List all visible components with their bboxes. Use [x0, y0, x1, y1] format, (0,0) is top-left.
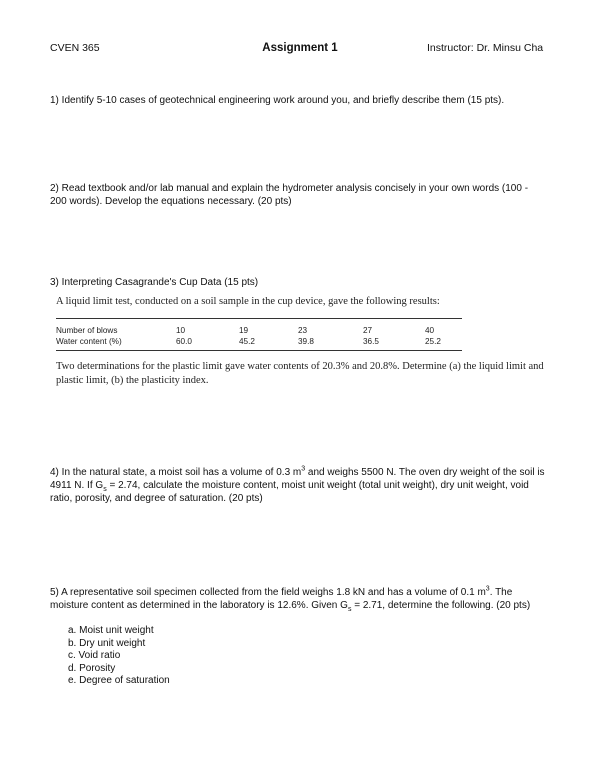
table-cell: 60.0 [176, 337, 192, 346]
question-2: 2) Read textbook and/or lab manual and explain the hydrometer analysis concisely in your own words (100 - 200 words). Develop the equations necessary. (20 pts) [50, 183, 529, 207]
table-cell: 25.2 [425, 337, 441, 346]
table-cell: 23 [298, 326, 308, 335]
list-item: b. Dry unit weight [68, 637, 146, 649]
q5-superscript: 3 [485, 585, 490, 593]
q5-text-1: 5) A representative soil specimen collected from the field weighs 1.8 kN and has a volume of 0.1 m [50, 587, 486, 598]
question-4 [50, 466, 550, 505]
table-row [56, 336, 465, 347]
q4-text-2: and weighs 5500 N. The oven dry weight of the soil is 4911 N. If G [50, 467, 545, 491]
question-3-heading: 3) Interpreting Casagrande's Cup Data (15 pts) [50, 277, 259, 288]
q4-subscript: s [103, 486, 107, 493]
question-1: 1) Identify 5-10 cases of geotechnical engineering work around you, and briefly describe them (15 pts). [50, 95, 505, 106]
question-5 [50, 586, 550, 612]
q5-text-3: = 2.71, determine the following. (20 pts) [351, 600, 531, 611]
table-cell: 10 [176, 326, 186, 335]
list-item: d. Porosity [68, 662, 116, 674]
table-cell: 27 [363, 326, 373, 335]
question-3-intro: A liquid limit test, conducted on a soil sample in the cup device, gave the following results: [56, 296, 440, 307]
liquid-limit-table [56, 325, 465, 347]
q5-text-2: . The moisture content as determined in the laboratory is 12.6%. Given G [50, 587, 513, 611]
list-item: e. Degree of saturation [68, 675, 170, 686]
row-label: Water content (%) [56, 337, 122, 346]
course-code: CVEN 365 [50, 42, 100, 54]
q4-superscript: 3 [301, 465, 306, 473]
question-3-followup: Two determinations for the plastic limit gave water contents of 20.3% and 20.8%. Determine (a) the liquid limit and plastic limit, (b) the plasticity index. [56, 361, 544, 386]
question-5-list [68, 625, 170, 688]
q4-text-3: = 2.74, calculate the moisture content, moist unit weight (total unit weight), dry unit weight, void ratio, porosity, and degree of saturation. (20 pts) [50, 480, 529, 504]
table-cell: 45.2 [239, 337, 255, 346]
q4-text-1: 4) In the natural state, a moist soil has a volume of 0.3 m [50, 467, 302, 478]
table-cell: 19 [239, 326, 249, 335]
q5-subscript: s [347, 606, 352, 613]
instructor-name: Instructor: Dr. Minsu Cha [427, 42, 544, 54]
table-cell: 39.8 [298, 337, 314, 346]
page-title: Assignment 1 [262, 42, 338, 54]
table-cell: 36.5 [363, 337, 379, 346]
table-bottom-rule [56, 350, 462, 351]
table-row [56, 325, 465, 336]
list-item: a. Moist unit weight [68, 625, 154, 636]
row-label: Number of blows [56, 326, 118, 335]
table-top-rule [56, 318, 462, 319]
table-cell: 40 [425, 326, 435, 335]
list-item: c. Void ratio [68, 650, 121, 661]
